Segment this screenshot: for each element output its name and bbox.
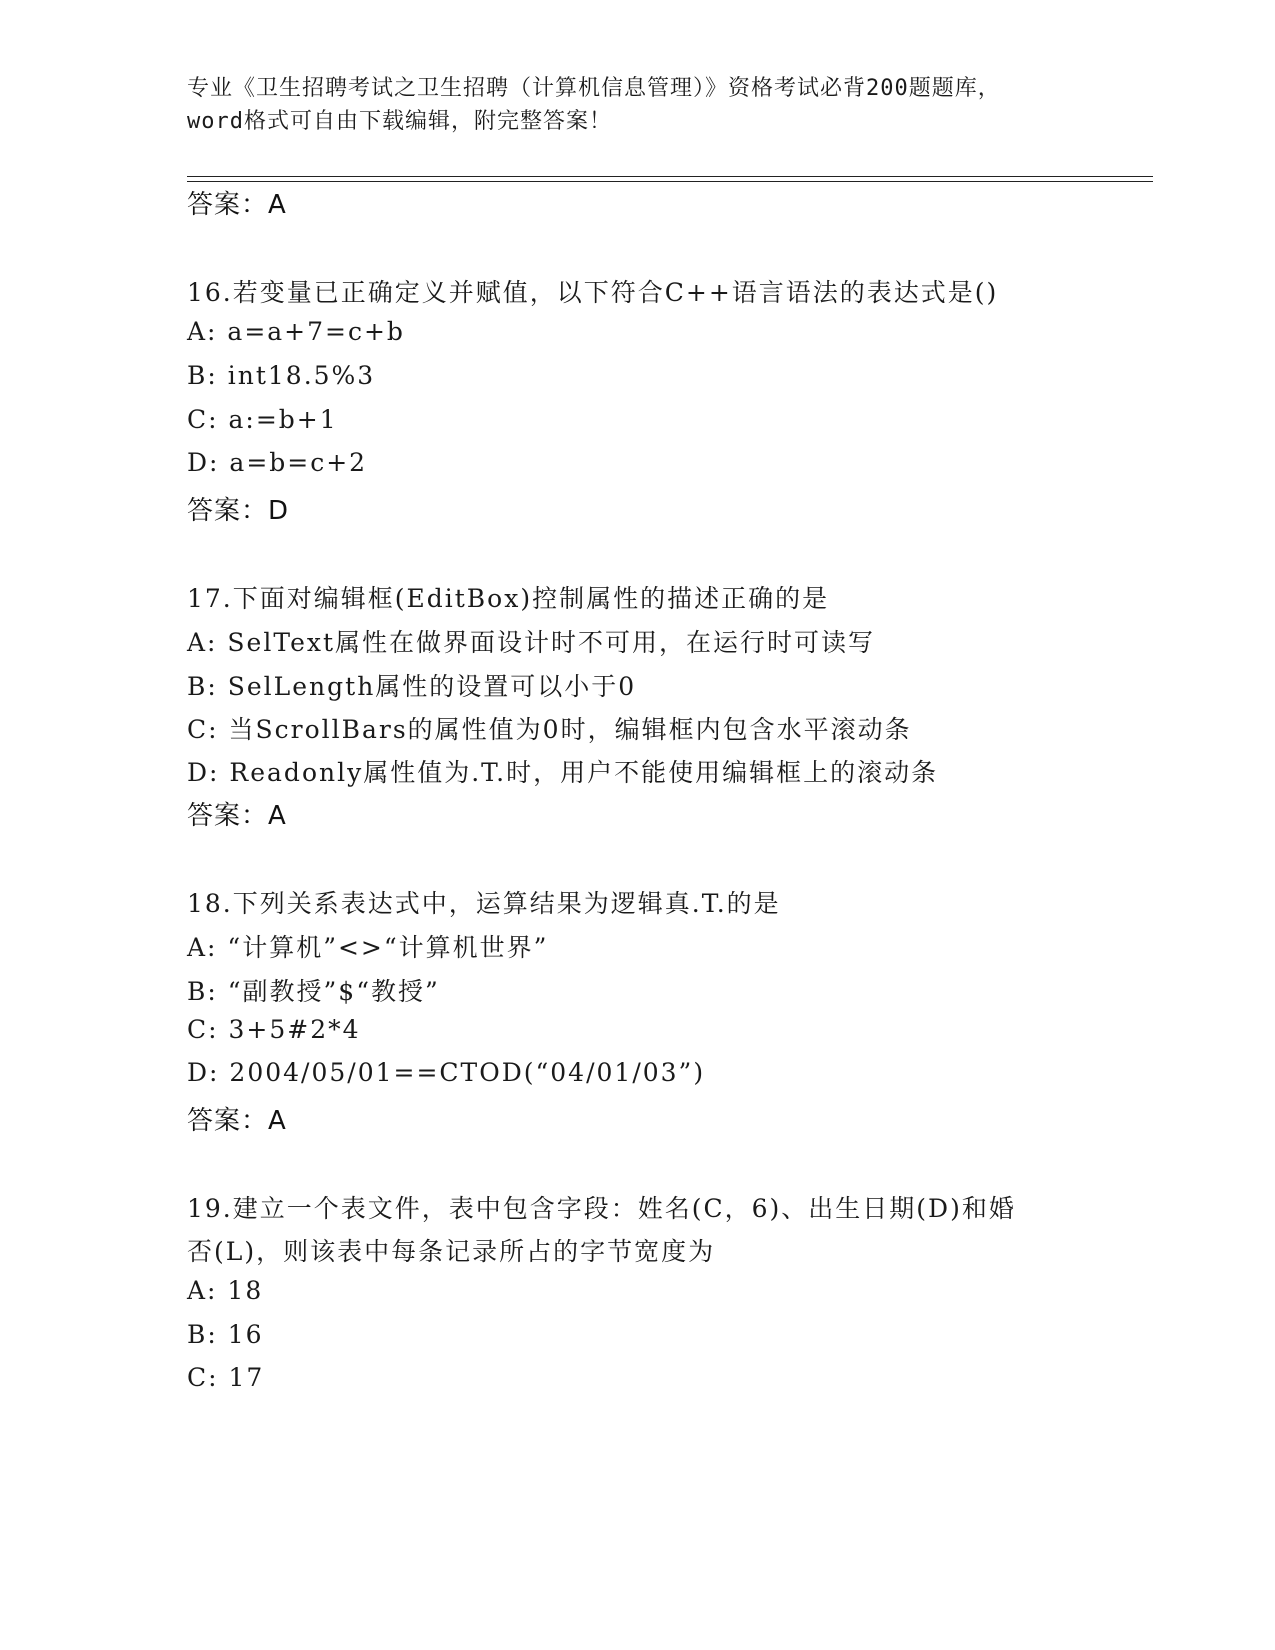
document-header: [187, 72, 1087, 138]
question-18-answer: 答案：A: [187, 1106, 287, 1136]
question-17-option-b: B: SelLength属性的设置可以小于0: [187, 672, 637, 701]
question-16-answer: 答案：D: [187, 496, 290, 526]
question-16-stem: 16.若变量已正确定义并赋值，以下符合C++语言语法的表达式是(): [187, 278, 999, 307]
question-19-option-c: C: 17: [187, 1363, 265, 1392]
question-18-option-d: D: 2004/05/01==CTOD(“04/01/03”): [187, 1058, 706, 1087]
question-18-stem: 18.下列关系表达式中，运算结果为逻辑真.T.的是: [187, 889, 781, 918]
question-19-option-a: A: 18: [187, 1276, 264, 1305]
question-18-option-a: A: “计算机”<>“计算机世界”: [187, 933, 549, 962]
question-18-option-c: C: 3+5#2*4: [187, 1015, 361, 1044]
question-16-option-a: A: a=a+7=c+b: [187, 317, 405, 346]
header-line-1: 专业《卫生招聘考试之卫生招聘（计算机信息管理）》资格考试必背200题题库，: [187, 76, 1001, 101]
answer-15: 答案：A: [187, 190, 287, 220]
question-19-stem-line-1: 19.建立一个表文件，表中包含字段：姓名(C，6)、出生日期(D)和婚: [187, 1194, 1016, 1223]
question-19-option-b: B: 16: [187, 1320, 264, 1349]
question-17-answer: 答案：A: [187, 801, 287, 831]
question-17-option-c: C: 当ScrollBars的属性值为0时，编辑框内包含水平滚动条: [187, 715, 912, 744]
question-17-option-a: A: SelText属性在做界面设计时不可用，在运行时可读写: [187, 628, 876, 657]
question-16-option-d: D: a=b=c+2: [187, 448, 368, 477]
question-16-option-b: B: int18.5%3: [187, 361, 376, 390]
header-divider: [187, 176, 1153, 182]
question-16-option-c: C: a:=b+1: [187, 405, 338, 434]
header-line-2: word格式可自由下载编辑，附完整答案！: [187, 109, 612, 134]
question-18-option-b: B: “副教授”$“教授”: [187, 977, 440, 1006]
question-19-stem-line-2: 否(L)，则该表中每条记录所占的字节宽度为: [187, 1237, 716, 1266]
question-17-option-d: D: Readonly属性值为.T.时，用户不能使用编辑框上的滚动条: [187, 758, 939, 787]
question-17-stem: 17.下面对编辑框(EditBox)控制属性的描述正确的是: [187, 584, 830, 613]
